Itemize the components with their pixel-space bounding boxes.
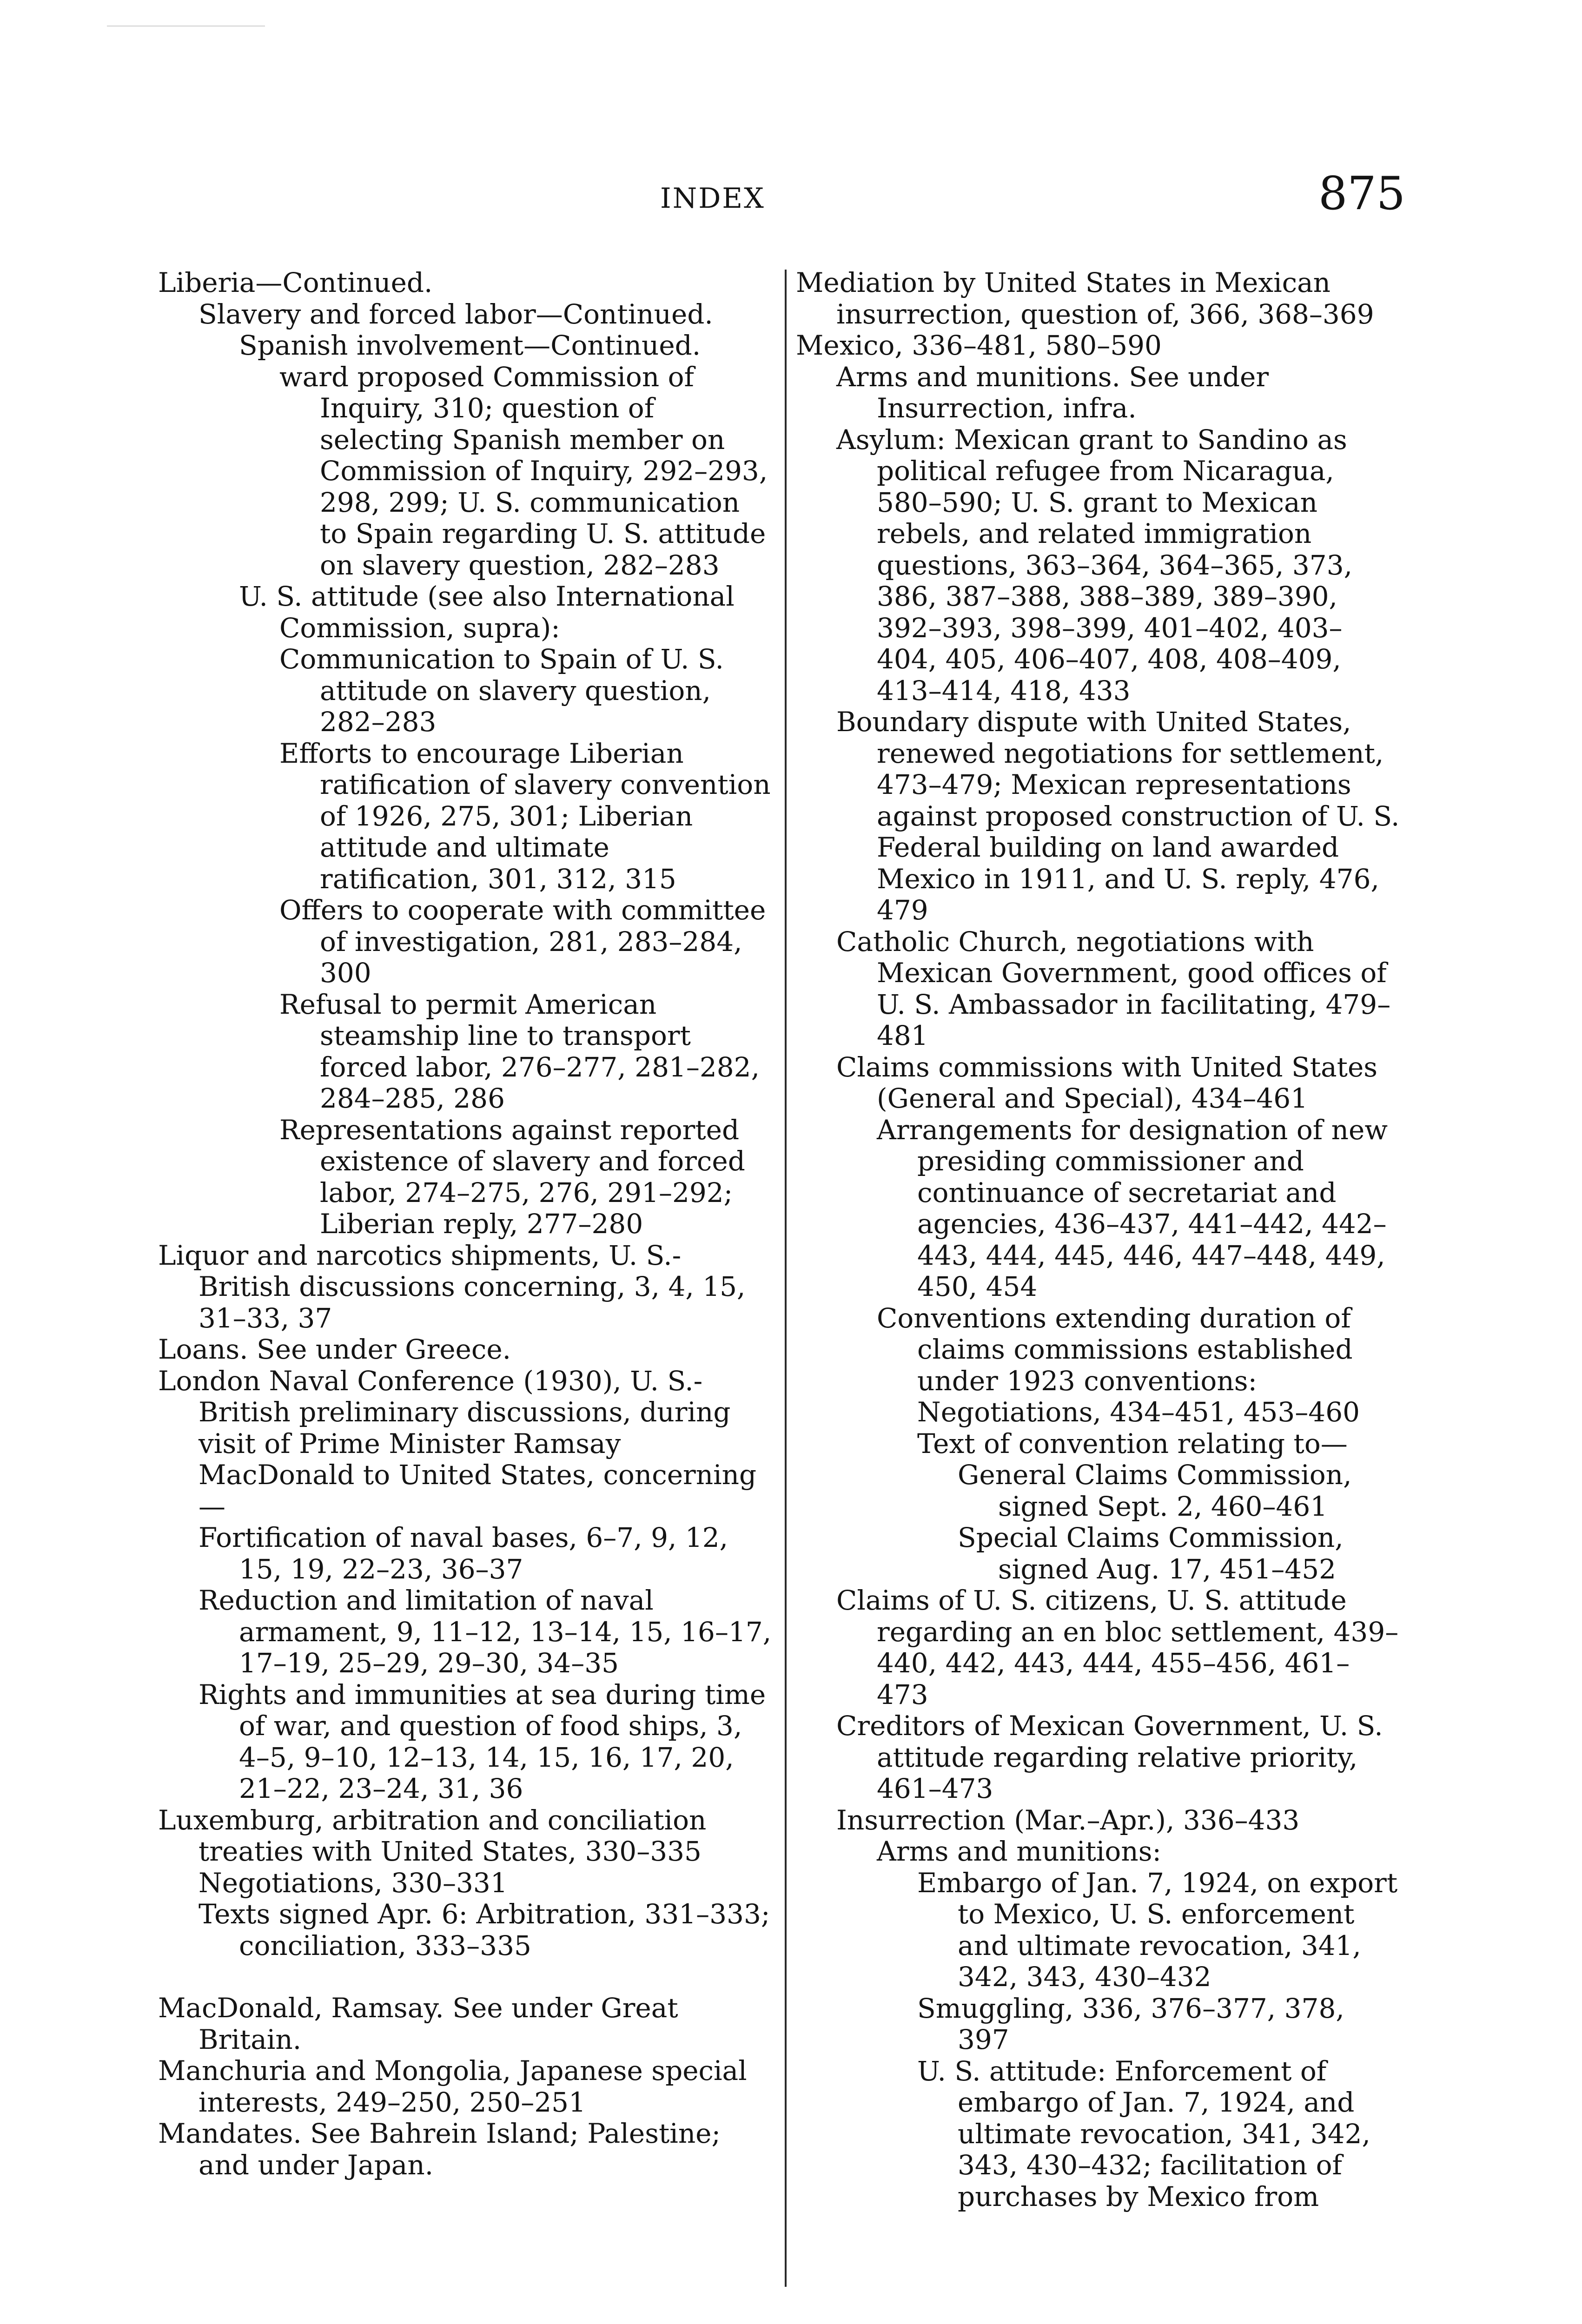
index-entry: Reduction and limitation of naval armament, 9, 11–12, 13–14, 15, 16–17, 17–19, 25–29, 29–30, 34–35 xyxy=(199,1585,772,1679)
index-entry: Arms and munitions: xyxy=(877,1835,1162,1867)
index-entry: Mexico, 336–481, 580–590 xyxy=(796,330,1162,361)
index-entry: Loans. See under Greece. xyxy=(158,1334,511,1365)
index-entry: Liberia—Continued. xyxy=(158,267,433,298)
index-entry: Refusal to permit American steamship line to transport forced labor, 276–277, 281–282, 284–285, 286 xyxy=(279,988,760,1114)
index-entry: Slavery and forced labor—Continued. xyxy=(199,298,713,330)
index-column-right xyxy=(796,267,1400,2212)
index-entry: ward proposed Commission of Inquiry, 310; question of selecting Spanish member on Commission of Inquiry, 292–293, 298, 299; U. S. communication to Spain regarding U. S. attitude on slavery question, 282–283 xyxy=(279,361,768,581)
index-entry: General Claims Commission, signed Sept. 2, 460–461 xyxy=(958,1459,1352,1522)
index-entry: Efforts to encourage Liberian ratification of slavery convention of 1926, 275, 301; Liberian attitude and ultimate ratification, 301, 312, 315 xyxy=(279,737,771,895)
index-entry: Claims commissions with United States (General and Special), 434–461 xyxy=(836,1051,1378,1114)
index-entry: Liquor and narcotics shipments, U. S.-British discussions concerning, 3, 4, 15, 31–33, 37 xyxy=(158,1239,746,1334)
index-entry: Text of convention relating to— xyxy=(917,1427,1348,1459)
index-entry: Manchuria and Mongolia, Japanese special interests, 249–250, 250–251 xyxy=(158,2055,747,2118)
index-entry: U. S. attitude: Enforcement of embargo of Jan. 7, 1924, and ultimate revocation, 341, 342, 343, 430–432; facilitation of purchases by Mexico from xyxy=(917,2055,1370,2212)
index-entry: Creditors of Mexican Government, U. S. attitude regarding relative priority, 461–473 xyxy=(836,1710,1383,1804)
page-number: 875 xyxy=(1318,167,1405,220)
index-entry: Offers to cooperate with committee of investigation, 281, 283–284, 300 xyxy=(279,894,766,989)
index-entry: Rights and immunities at sea during time of war, and question of food ships, 3, 4–5, 9–10, 12–13, 14, 15, 16, 17, 20, 21–22, 23–24, 31, 36 xyxy=(199,1678,766,1804)
index-entry: Insurrection (Mar.–Apr.), 336–433 xyxy=(836,1804,1300,1836)
index-entry: Negotiations, 330–331 xyxy=(199,1867,508,1899)
index-entry: Fortification of naval bases, 6–7, 9, 12, 15, 19, 22–23, 36–37 xyxy=(199,1522,728,1585)
index-entry: Conventions extending duration of claims commissions established under 1923 conventions: xyxy=(877,1302,1353,1397)
index-entry: Communication to Spain of U. S. attitude on slavery question, 282–283 xyxy=(279,643,724,738)
index-entry: Embargo of Jan. 7, 1924, on export to Mexico, U. S. enforcement and ultimate revocation, 341, 342, 343, 430–432 xyxy=(917,1867,1398,1993)
index-entry: Mediation by United States in Mexican insurrection, question of, 366, 368–369 xyxy=(796,267,1374,330)
index-column-left xyxy=(158,267,772,2181)
index-entry: Texts signed Apr. 6: Arbitration, 331–333; conciliation, 333–335 xyxy=(199,1898,770,1961)
index-entry: Special Claims Commission, signed Aug. 17, 451–452 xyxy=(958,1522,1344,1585)
index-entry: U. S. attitude (see also International Commission, supra): xyxy=(239,581,735,644)
index-entry: Boundary dispute with United States, renewed negotiations for settlement, 473–479; Mexican representations against proposed construction of U. S. Federal building on land awarded Mexico in 1911, and U. S. reply, 476, 479 xyxy=(836,706,1400,926)
index-entry: Catholic Church, negotiations with Mexican Government, good offices of U. S. Ambassador in facilitating, 479–481 xyxy=(836,925,1391,1051)
index-entry: Arms and munitions. See under Insurrection, infra. xyxy=(836,361,1269,424)
column-divider xyxy=(785,270,787,2287)
index-entry: Smuggling, 336, 376–377, 378, 397 xyxy=(917,1992,1344,2055)
index-entry: MacDonald, Ramsay. See under Great Britain. xyxy=(158,1992,678,2055)
index-entry: Claims of U. S. citizens, U. S. attitude regarding an en bloc settlement, 439–440, 442, 443, 444, 455–456, 461–473 xyxy=(836,1585,1399,1710)
running-head: INDEX xyxy=(660,182,765,215)
index-entry: Luxemburg, arbitration and conciliation treaties with United States, 330–335 xyxy=(158,1804,707,1867)
index-entry: Representations against reported existence of slavery and forced labor, 274–275, 276, 291–292; Liberian reply, 277–280 xyxy=(279,1114,745,1240)
index-entry: Arrangements for designation of new presiding commissioner and continuance of secretariat and agencies, 436–437, 441–442, 442–443, 444, 445, 446, 447–448, 449, 450, 454 xyxy=(877,1114,1388,1302)
index-entry: Mandates. See Bahrein Island; Palestine; and under Japan. xyxy=(158,2118,721,2181)
index-entry: Spanish involvement—Continued. xyxy=(239,330,701,361)
index-entry: London Naval Conference (1930), U. S.-British preliminary discussions, during visit of Prime Minister Ramsay MacDonald to United States, concerning— xyxy=(158,1365,757,1522)
index-entry: Negotiations, 434–451, 453–460 xyxy=(917,1396,1360,1428)
index-entry: Asylum: Mexican grant to Sandino as political refugee from Nicaragua, 580–590; U. S. grant to Mexican rebels, and related immigration questions, 363–364, 364–365, 373, 386, 387–388, 388–389, 389–390, 392–393, 398–399, 401–402, 403–404, 405, 406–407, 408, 408–409, 413–414, 418, 433 xyxy=(836,423,1353,706)
